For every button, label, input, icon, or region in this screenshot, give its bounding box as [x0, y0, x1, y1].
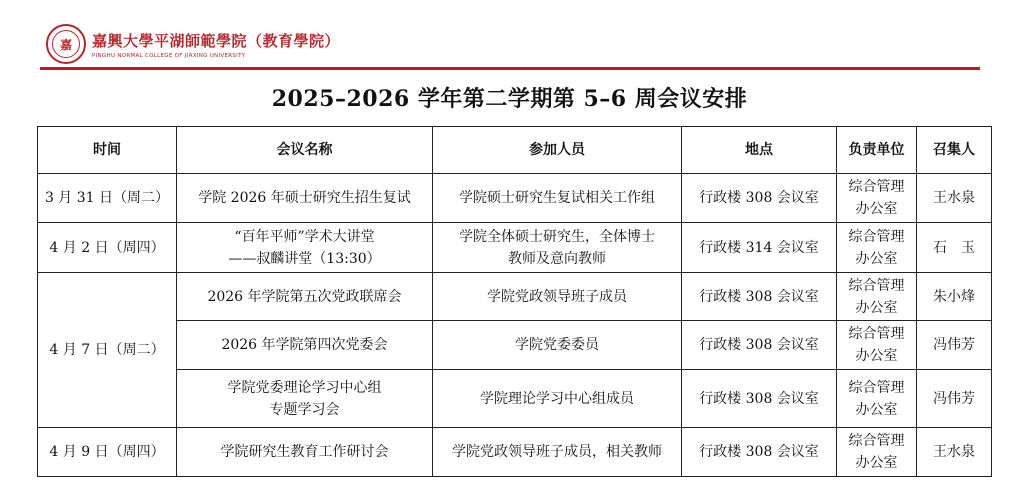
table-row [38, 174, 992, 223]
table-header-row [38, 127, 992, 174]
school-name: 嘉興大學平湖師範學院（教育學院） [92, 32, 341, 50]
cell-dept: 综合管理 办公室 [837, 370, 917, 428]
cell-convener: 冯伟芳 [917, 370, 992, 428]
cell-time: 3 月 31 日（周二） [38, 174, 177, 223]
school-name-en: PINGHU NORMAL COLLEGE OF JIAXING UNIVERSITY [92, 53, 246, 59]
cell-meeting: 学院党委理论学习中心组 专题学习会 [177, 370, 433, 428]
cell-convener: 朱小烽 [917, 273, 992, 321]
cell-meeting: 2026 年学院第四次党委会 [177, 321, 433, 370]
cell-dept: 综合管理 办公室 [837, 273, 917, 321]
cell-location: 行政楼 308 会议室 [682, 273, 837, 321]
cell-time: 4 月 2 日（周四） [38, 223, 177, 273]
cell-time: 4 月 9 日（周四） [38, 428, 177, 477]
page-header [40, 22, 980, 70]
cell-location: 行政楼 308 会议室 [682, 321, 837, 370]
column-header-meeting: 会议名称 [177, 127, 433, 174]
cell-dept: 综合管理 办公室 [837, 174, 917, 223]
table-row [38, 223, 992, 273]
cell-attendees: 学院党政领导班子成员 [433, 273, 682, 321]
cell-attendees: 学院党委委员 [433, 321, 682, 370]
cell-convener: 王水泉 [917, 174, 992, 223]
cell-attendees: 学院理论学习中心组成员 [433, 370, 682, 428]
cell-location: 行政楼 308 会议室 [682, 370, 837, 428]
school-logo [46, 24, 86, 64]
cell-dept: 综合管理 办公室 [837, 223, 917, 273]
cell-dept: 综合管理 办公室 [837, 321, 917, 370]
cell-location: 行政楼 308 会议室 [682, 174, 837, 223]
table-row [38, 370, 992, 428]
cell-time: 4 月 7 日（周二） [38, 273, 177, 428]
column-header-time: 时间 [38, 127, 177, 174]
cell-convener: 王水泉 [917, 428, 992, 477]
page-title: 2025–2026 学年第二学期第 5–6 周会议安排 [271, 86, 748, 112]
cell-attendees: 学院党政领导班子成员，相关教师 [433, 428, 682, 477]
table-row [38, 321, 992, 370]
cell-meeting: 学院研究生教育工作研讨会 [177, 428, 433, 477]
table-row [38, 273, 992, 321]
cell-attendees: 学院全体硕士研究生，全体博士 教师及意向教师 [433, 223, 682, 273]
cell-attendees: 学院硕士研究生复试相关工作组 [433, 174, 682, 223]
column-header-attendees: 参加人员 [433, 127, 682, 174]
header-divider [40, 67, 980, 70]
cell-location: 行政楼 308 会议室 [682, 428, 837, 477]
cell-meeting: 2026 年学院第五次党政联席会 [177, 273, 433, 321]
cell-meeting: “百年平师”学术大讲堂 ——叔麟讲堂（13:30） [177, 223, 433, 273]
table-row [38, 428, 992, 477]
cell-location: 行政楼 314 会议室 [682, 223, 837, 273]
cell-dept: 综合管理 办公室 [837, 428, 917, 477]
meeting-schedule-table [37, 126, 992, 477]
cell-convener: 石 玉 [917, 223, 992, 273]
column-header-convener: 召集人 [917, 127, 992, 174]
column-header-dept: 负责单位 [837, 127, 917, 174]
column-header-location: 地点 [682, 127, 837, 174]
school-logo-emblem: 嘉 [52, 30, 80, 58]
cell-meeting: 学院 2026 年硕士研究生招生复试 [177, 174, 433, 223]
cell-convener: 冯伟芳 [917, 321, 992, 370]
